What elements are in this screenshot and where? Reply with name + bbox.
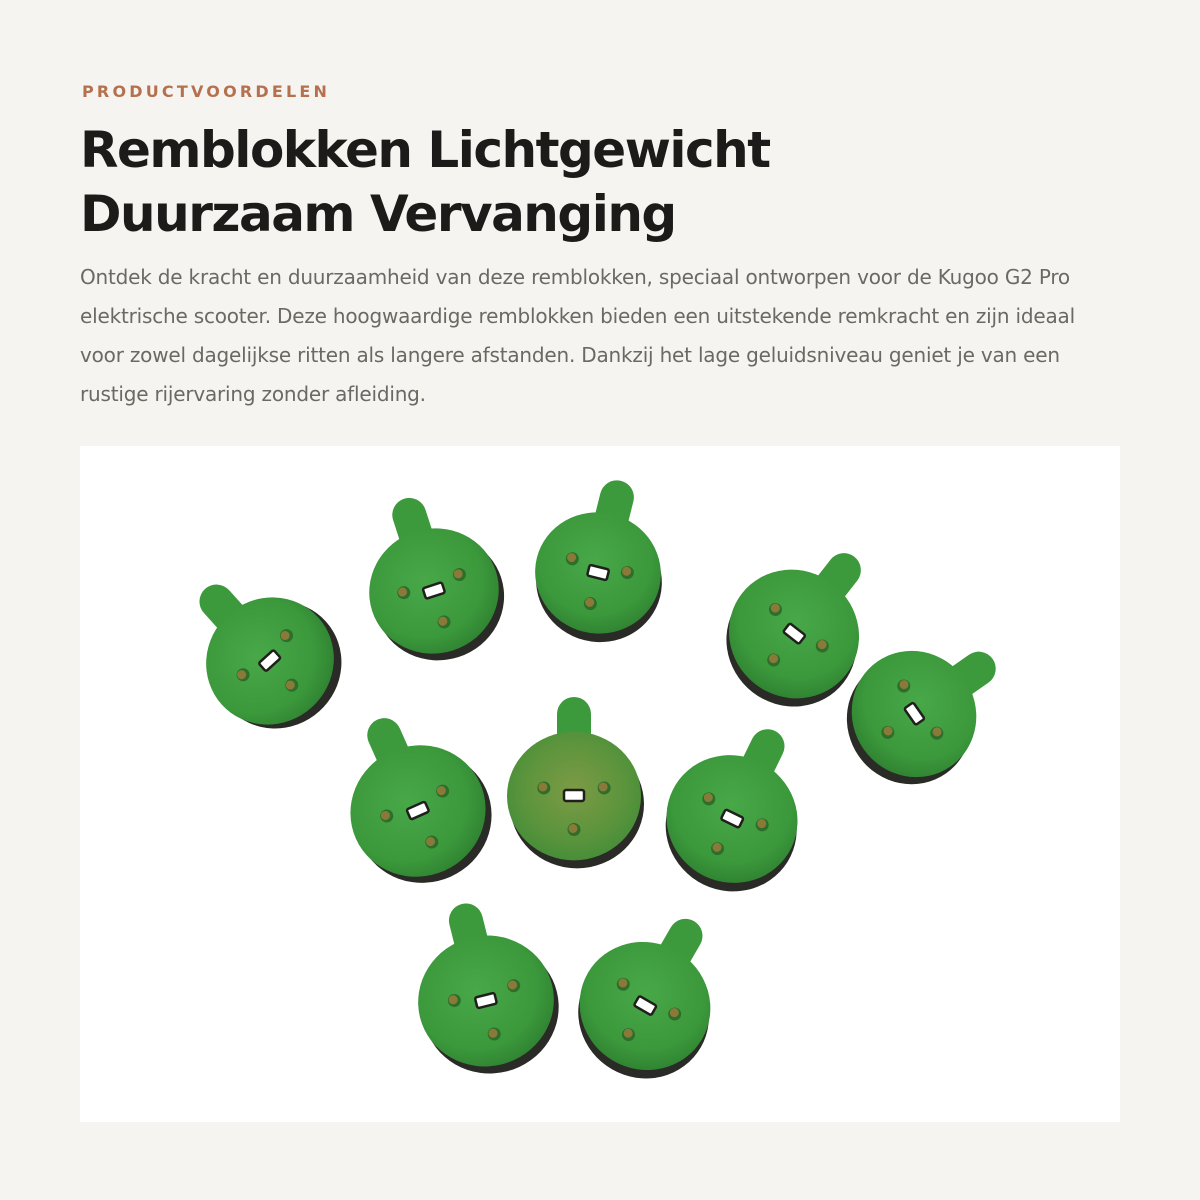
brake-pad (520, 466, 685, 656)
brake-pads-illustration (80, 446, 1120, 1122)
section-title (80, 118, 1120, 246)
brake-pad (507, 697, 644, 868)
section-description: Ontdek de kracht en duurzaamheid van deze remblokken, speciaal ontworpen voor de Kugoo G2 Pro elektrische scooter. Deze hoogwaardige remblokken bieden een uitstekende remkracht en zijn ideaal voor zowel dagelijkse ritten als langere afstanden. Dankzij het lage geluidsniveau geniet je van een rustige rijervaring zonder afleiding. (80, 265, 1075, 406)
brake-pad (315, 691, 512, 906)
title-line-2: Duurzaam Vervanging (80, 185, 676, 243)
section-eyebrow: PRODUCTVOORDELEN (82, 82, 331, 101)
brake-pad (157, 543, 368, 756)
brake-pad (552, 888, 754, 1102)
brake-pad (342, 478, 520, 678)
product-image (80, 446, 1120, 1122)
title-line-1: Remblokken Lichtgewicht (80, 121, 770, 179)
brake-pad (641, 702, 837, 913)
brake-pad (396, 887, 573, 1089)
